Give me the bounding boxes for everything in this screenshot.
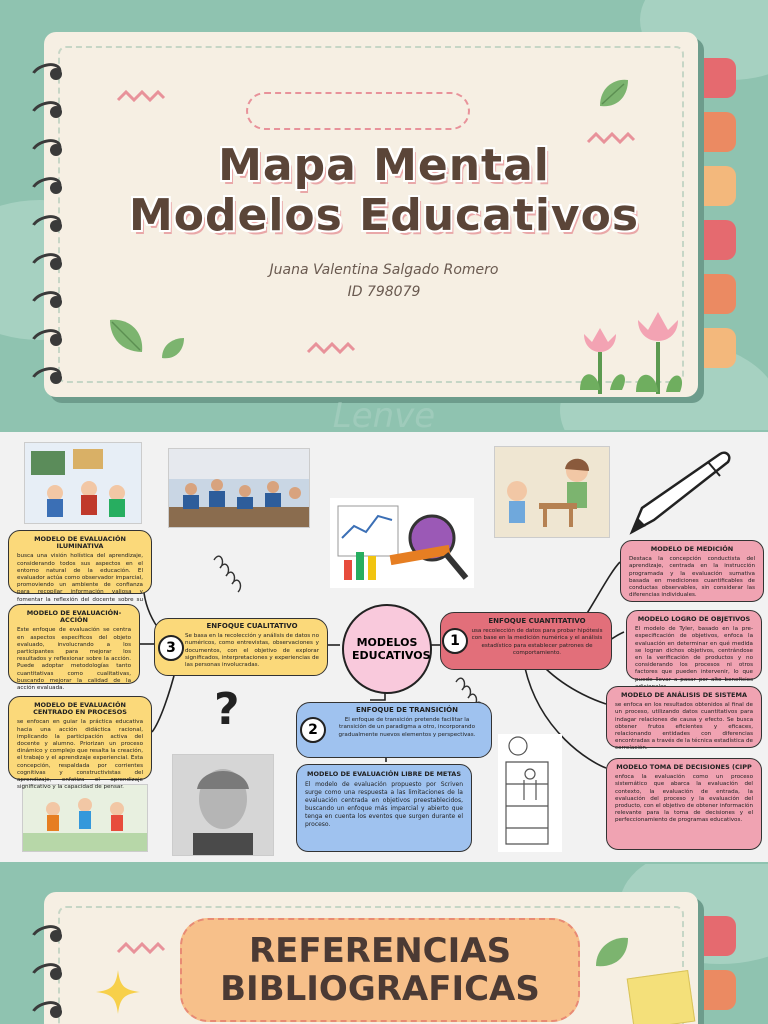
watermark: Lenve	[332, 396, 436, 430]
box-text: busca una visión holística del aprendizaje, considerando todos sus aspectos en el entorno natural de la educación. El evaluador actúa como observador imparcial, promoviendo un ambiente de confianza para recopilar información valiosa y fomentar la reflexión del docente sobre su	[17, 553, 143, 603]
title-line-1: Mapa Mental	[218, 140, 550, 191]
classroom-illustration-image	[24, 442, 142, 524]
box-text: El modelo de evaluación propuesto por Scriven surge como una respuesta a las limitaciones de la evaluación centrada en objetivos preestablecidos, buscando un enfoque más imparcial y abierto que tenga en cuenta los eventos que surgen durante el proceso.	[305, 781, 463, 828]
magnifying-glass-chart-icon	[330, 498, 474, 588]
tulip-flowers-icon	[570, 302, 690, 398]
title-line-2: Modelos Educativos	[128, 190, 640, 241]
title-slide	[0, 0, 768, 430]
leaf-icon	[596, 76, 632, 112]
box-text: El modelo de Tyler, basado en la pre-especificación de objetivos, enfoca la evaluación en determinar en qué medida se logran dichos objetivos, centrándose en la verificación de productos y no considerando los procesos ni otros factores que pueden intervenir, lo que puede llevar a pasar por alto beneficios	[635, 626, 753, 683]
leaf-icon	[160, 336, 186, 362]
box-evaluacion-iluminativa	[8, 530, 152, 603]
branch-transicion-title: ENFOQUE DE TRANSICIÓN	[356, 706, 458, 714]
decorative-pill	[246, 92, 470, 130]
squiggle-icon	[116, 88, 166, 104]
box-text: Destaca la concepción conductista del aprendizaje, centrada en la instrucción programada y la evaluación sumativa basada en mediciones cuantificables de conductas observables, sin considerar las diferencias individuales.	[629, 556, 755, 599]
pencil-icon	[628, 446, 736, 536]
leaf-icon	[106, 316, 146, 356]
branch-cuantitativo-text: usa recolección de datos para probar hipótesis con base en la medición numérica y el análisis estadístico para establecer patrones de comportamiento.	[471, 628, 603, 656]
box-modelo-medicion	[620, 540, 764, 602]
squiggle-icon	[306, 340, 356, 356]
references-title-line-1: REFERENCIAS	[248, 931, 512, 971]
question-mark-icon: ?	[214, 684, 240, 735]
box-title: MODELO DE EVALUACIÓN LIBRE DE METAS	[307, 770, 461, 778]
box-title: MODELO TOMA DE DECISIONES (CIPP	[616, 763, 752, 771]
box-title: MODELO LOGRO DE OBJETIVOS	[637, 615, 751, 623]
branch-number-1: 1	[442, 628, 468, 654]
branch-cuantitativo-title: ENFOQUE CUANTITATIVO	[488, 617, 586, 625]
box-toma-decisiones	[606, 758, 762, 850]
portrait-photo	[172, 754, 274, 856]
references-title-box	[180, 918, 580, 1022]
branch-cualitativo-title: ENFOQUE CUALITATIVO	[206, 622, 298, 630]
sticky-note	[627, 970, 696, 1024]
box-logro-objetivos	[626, 610, 762, 683]
box-text: se enfoca en los resultados obtenidos al final de un proceso, utilizando datos cuantitativos para indagar relaciones de causa y efecto. Se busca obtener frutos eficientes y eficaces, relacionando entidades con diferencias encontradas a través de la técnica estadística de correlación.	[615, 702, 753, 752]
teacher-student-illustration	[494, 446, 610, 538]
branch-number-3: 3	[158, 635, 184, 661]
branch-cualitativo-text: Se basa en la recolección y análisis de datos no numéricos, como entrevistas, observaciones y documentos, con el objetivo de explorar significados, interpretaciones y experiencias de las personas involucradas.	[185, 633, 319, 669]
author-id: ID 798079	[347, 284, 421, 300]
kids-illustration-image	[22, 784, 148, 852]
branch-number-2: 2	[300, 717, 326, 743]
box-text: se enfocan en guiar la práctica educativa hacia una acción didáctica racional, implicando la participación activa del docente y alumno. Priorizan un proceso dinámico y complejo que resalta la creación, el trabajo y el aprendizaje experiencial. Esta concepción, respaldada por corrientes cognitivas y constructivistas del aprendizaje, enfatiza el aprendizaje significativo y la capacidad de pensar.	[17, 719, 143, 791]
box-title: MODELO DE MEDICIÓN	[650, 545, 734, 553]
students-raising-hands-photo	[168, 448, 310, 528]
sketch-illustration	[498, 734, 562, 852]
sparkle-icon	[94, 968, 142, 1016]
box-analisis-sistema	[606, 686, 762, 752]
center-node	[342, 604, 432, 694]
author-name: Juana Valentina Salgado Romero	[269, 262, 499, 278]
references-slide	[0, 864, 768, 1024]
leaf-icon	[592, 934, 632, 970]
references-title-line-2: BIBLIOGRAFICAS	[220, 969, 540, 1009]
branch-transicion-text: El enfoque de transición pretende facilitar la transición de un paradigma a otro, incorporando gradualmente nuevos elementos y perspectivas.	[338, 717, 476, 738]
box-title: MODELO DE ANÁLISIS DE SISTEMA	[621, 691, 747, 699]
box-title: MODELO DE EVALUACIÓN CENTRADO EN PROCESOS	[33, 701, 127, 717]
box-title: MODELO DE EVALUACIÓN-ACCIÓN	[26, 609, 122, 625]
box-libre-metas	[296, 764, 472, 852]
mind-map-slide	[0, 432, 768, 862]
center-node-label: MODELOS EDUCATIVOS	[352, 636, 431, 662]
squiggle-icon	[116, 940, 166, 956]
box-evaluacion-procesos	[8, 696, 152, 791]
box-text: enfoca la evaluación como un proceso sistemático que abarca la evaluación del contexto, la evaluación de entrada, la evaluación del proceso y la evaluación del producto, con el objetivo de obtener información relevante para la toma de decisiones y el perfeccionamiento de programas educativos.	[615, 774, 753, 824]
box-text: Este enfoque de evaluación se centra en aspectos específicos del objeto evaluado, involucrando a los participantes para mejorar los resultados y reflexionar sobre la acción. Puede adoptar metodologías tanto cuantitativas como cualitativas, buscando mejorar la calidad de la acción evaluada.	[17, 627, 131, 692]
box-title: MODELO DE EVALUACIÓN ILUMINATIVA	[34, 535, 126, 551]
box-evaluacion-accion	[8, 604, 140, 692]
